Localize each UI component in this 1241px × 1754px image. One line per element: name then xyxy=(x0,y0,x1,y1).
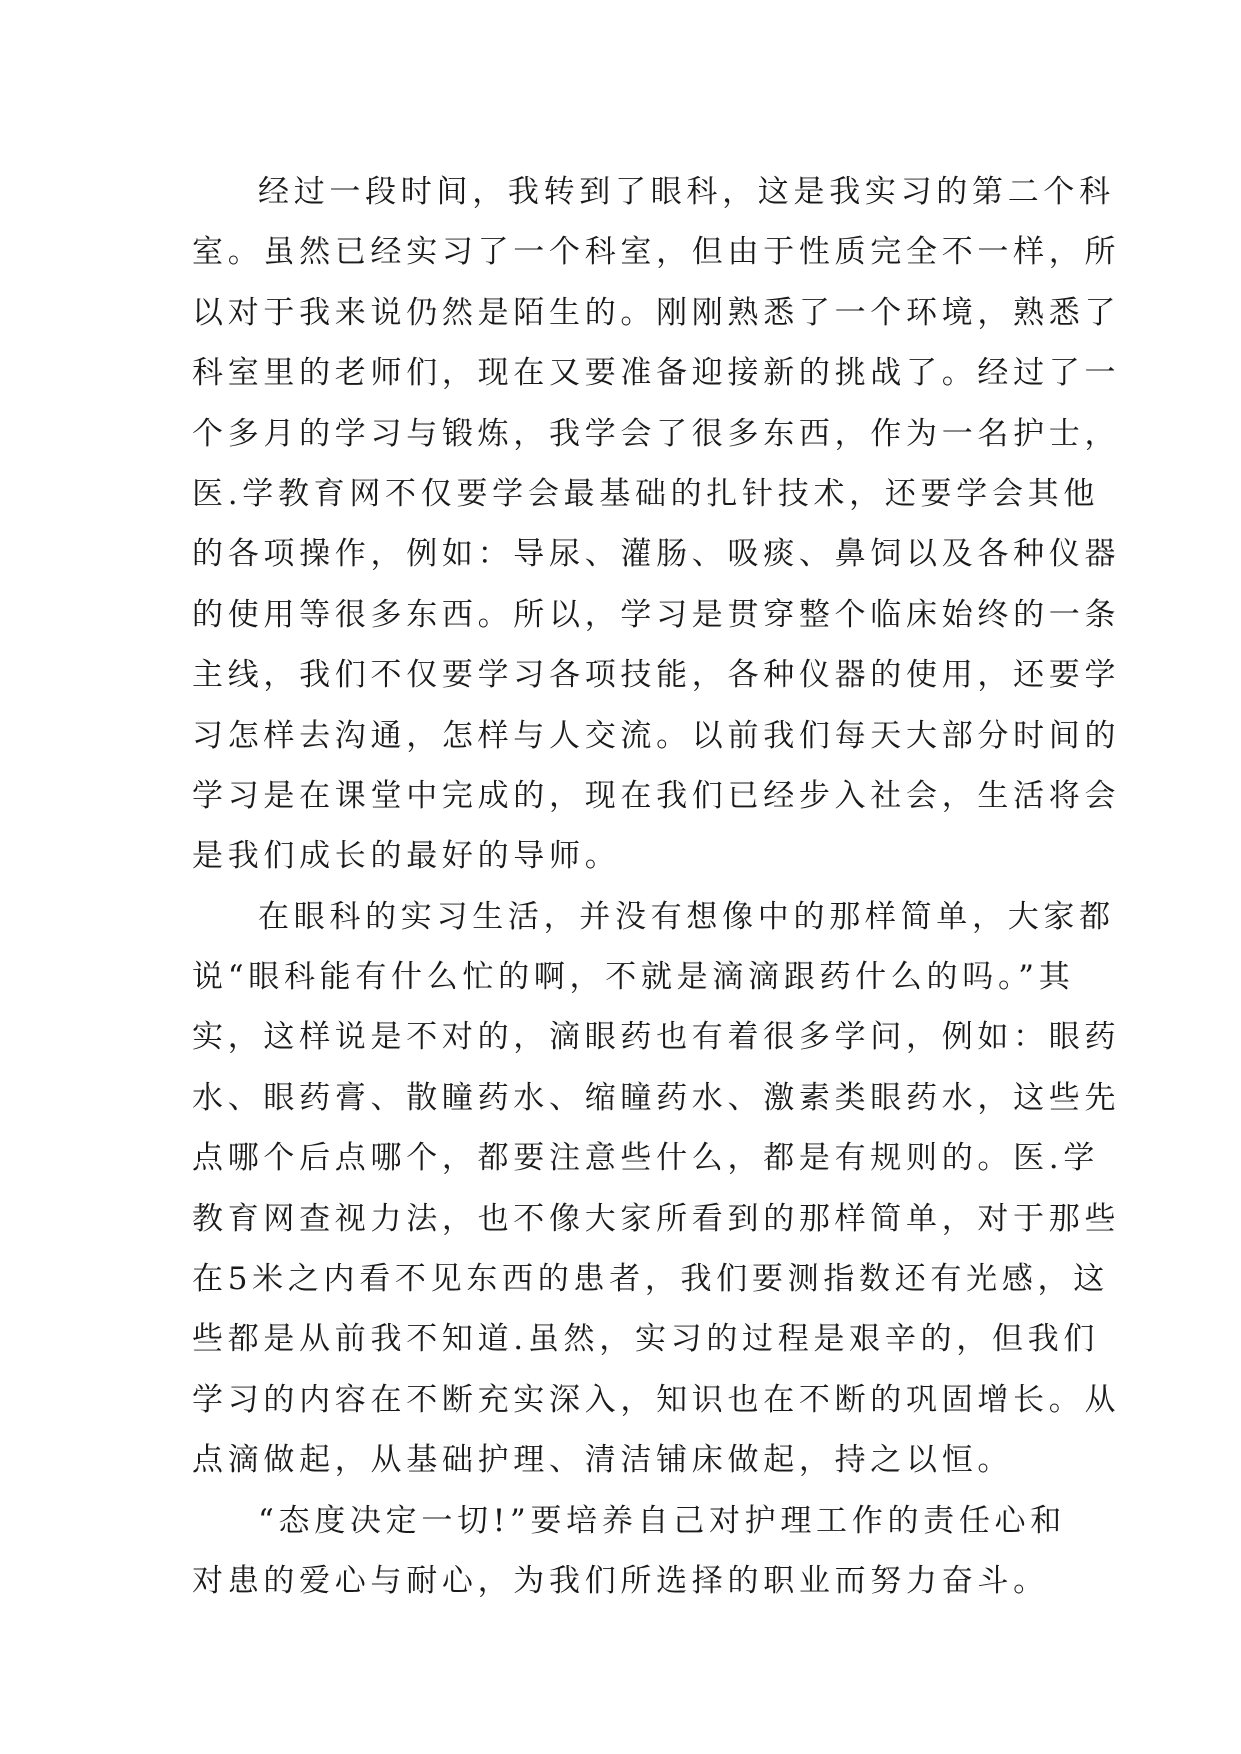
text-line: 科室里的老师们，现在又要准备迎接新的挑战了。经过了一 xyxy=(192,355,1121,392)
text-line: 点哪个后点哪个，都要注意些什么，都是有规则的。医.学 xyxy=(192,1140,1100,1177)
text-line: 的各项操作，例如：导尿、灌肠、吸痰、鼻饲以及各种仪器 xyxy=(192,536,1121,573)
text-line: 些都是从前我不知道.虽然，实习的过程是艰辛的，但我们 xyxy=(192,1321,1100,1358)
text-line: 对患的爱心与耐心，为我们所选择的职业而努力奋斗。 xyxy=(192,1562,1049,1599)
text-line: 室。虽然已经实习了一个科室，但由于性质完全不一样，所 xyxy=(192,234,1121,271)
text-line: 主线，我们不仅要学习各项技能，各种仪器的使用，还要学 xyxy=(192,657,1121,694)
text-line: 在眼科的实习生活，并没有想像中的那样简单，大家都 xyxy=(258,898,1115,935)
text-line: 说“眼科能有什么忙的啊，不就是滴滴跟药什么的吗。”其 xyxy=(192,959,1075,996)
text-line: “态度决定一切!”要培养自己对护理工作的责任心和 xyxy=(258,1502,1066,1539)
text-line: 实，这样说是不对的，滴眼药也有着很多学问，例如：眼药 xyxy=(192,1019,1121,1056)
document-body xyxy=(192,162,1121,1611)
text-line: 是我们成长的最好的导师。 xyxy=(192,838,621,875)
text-line: 以对于我来说仍然是陌生的。刚刚熟悉了一个环境，熟悉了 xyxy=(192,294,1121,331)
text-line: 点滴做起，从基础护理、清洁铺床做起，持之以恒。 xyxy=(192,1442,1014,1479)
text-line: 学习的内容在不断充实深入，知识也在不断的巩固增长。从 xyxy=(192,1381,1121,1418)
paragraph-2 xyxy=(192,887,1121,1491)
text-line: 个多月的学习与锻炼，我学会了很多东西，作为一名护士， xyxy=(192,415,1121,452)
text-line: 经过一段时间，我转到了眼科，这是我实习的第二个科 xyxy=(258,174,1115,210)
text-line: 的使用等很多东西。所以，学习是贯穿整个临床始终的一条 xyxy=(192,596,1121,633)
text-line: 习怎样去沟通，怎样与人交流。以前我们每天大部分时间的 xyxy=(192,717,1121,754)
paragraph-1 xyxy=(192,162,1121,887)
text-line: 学习是在课堂中完成的，现在我们已经步入社会，生活将会 xyxy=(192,777,1121,814)
text-line: 教育网查视力法，也不像大家所看到的那样简单，对于那些 xyxy=(192,1200,1121,1237)
paragraph-3 xyxy=(192,1491,1066,1612)
text-line: 在5米之内看不见东西的患者，我们要测指数还有光感，这 xyxy=(192,1261,1109,1298)
text-line: 医.学教育网不仅要学会最基础的扎针技术，还要学会其他 xyxy=(192,475,1100,512)
text-line: 水、眼药膏、散瞳药水、缩瞳药水、激素类眼药水，这些先 xyxy=(192,1079,1121,1116)
